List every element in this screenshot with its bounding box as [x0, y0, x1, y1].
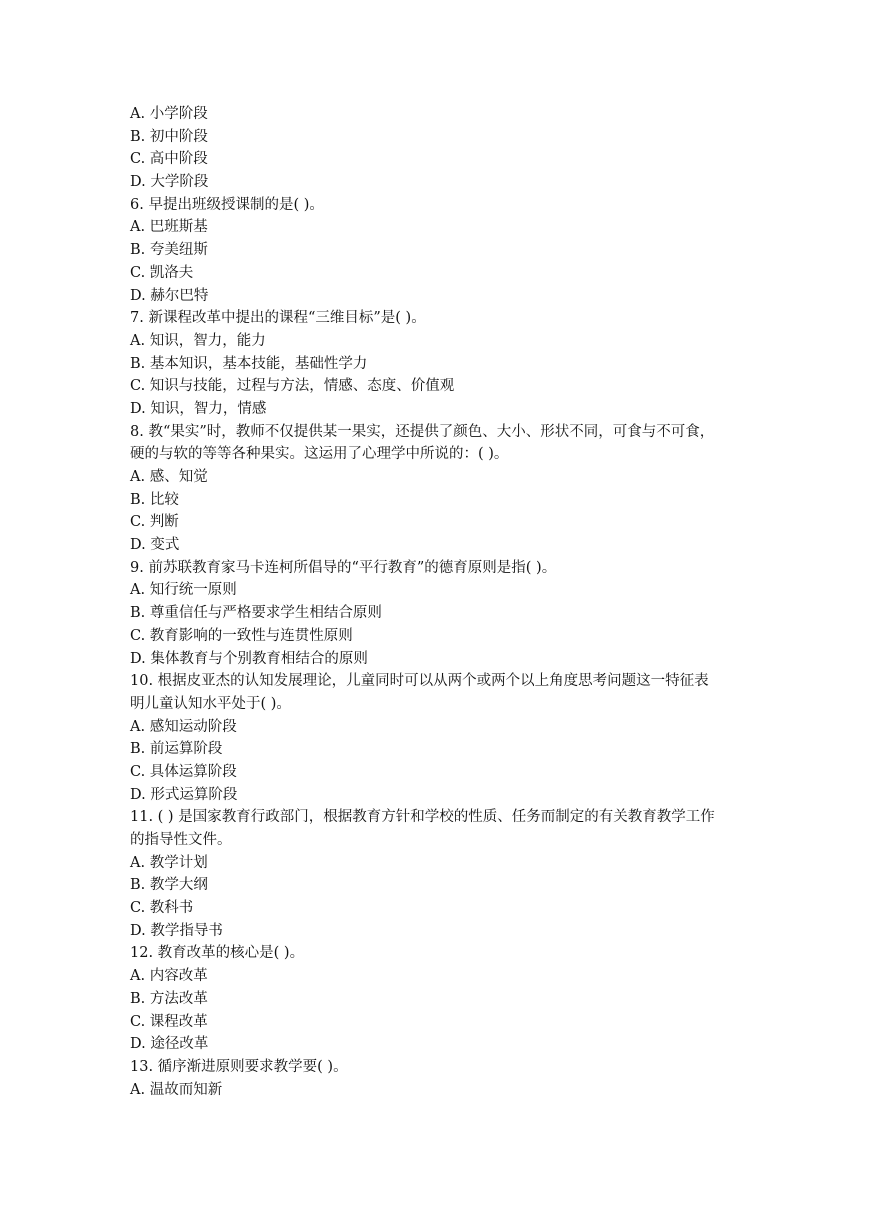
- text-line: 9. 前苏联教育家马卡连柯所倡导的“平行教育”的德育原则是指( )。: [130, 559, 557, 576]
- text-line: A. 知识，智力，能力: [130, 332, 266, 349]
- text-line: B. 夸美纽斯: [130, 242, 208, 259]
- text-line: C. 具体运算阶段: [130, 763, 237, 780]
- text-line: D. 变式: [130, 537, 180, 554]
- text-line: B. 基本知识，基本技能，基础性学力: [130, 355, 368, 372]
- text-line: C. 凯洛夫: [130, 264, 194, 281]
- text-line: B. 教学大纲: [130, 877, 208, 894]
- text-line: A. 温故而知新: [130, 1081, 223, 1098]
- text-line: D. 形式运算阶段: [130, 786, 238, 803]
- document-page: [130, 103, 750, 1101]
- text-line: D. 教学指导书: [130, 922, 223, 939]
- text-line: D. 途径改革: [130, 1036, 209, 1053]
- text-line: A. 感、知觉: [130, 469, 208, 485]
- text-line: 的指导性文件。: [130, 832, 232, 848]
- text-line: 10. 根据皮亚杰的认知发展理论，儿童同时可以从两个或两个以上角度思考问题这一特征表: [130, 673, 709, 690]
- text-line: C. 知识与技能，过程与方法，情感、态度、价值观: [130, 378, 455, 395]
- text-line: C. 判断: [130, 514, 179, 531]
- text-line: B. 比较: [130, 491, 179, 508]
- text-line: 8. 教“果实”时，教师不仅提供某一果实，还提供了颜色、大小、形状不同，可食与不可食，: [130, 423, 715, 440]
- text-line: B. 方法改革: [130, 990, 208, 1007]
- text-line: D. 知识，智力，情感: [130, 400, 267, 417]
- text-line: C. 教科书: [130, 900, 194, 917]
- text-line: 11. ( ) 是国家教育行政部门，根据教育方针和学校的性质、任务而制定的有关教育教学工作: [130, 809, 715, 826]
- text-line: A. 小学阶段: [130, 106, 208, 122]
- text-line: C. 高中阶段: [130, 151, 208, 168]
- text-line: B. 初中阶段: [130, 128, 208, 145]
- text-line: D. 赫尔巴特: [130, 287, 209, 304]
- text-line: B. 尊重信任与严格要求学生相结合原则: [130, 605, 382, 622]
- text-line: D. 集体教育与个别教育相结合的原则: [130, 650, 368, 667]
- text-line: 7. 新课程改革中提出的课程“三维目标”是( )。: [130, 310, 426, 327]
- text-line: A. 知行统一原则: [130, 582, 237, 599]
- text-line: D. 大学阶段: [130, 174, 209, 191]
- text-line: 13. 循序渐进原则要求教学要( )。: [130, 1058, 348, 1075]
- text-line: B. 前运算阶段: [130, 741, 223, 758]
- text-line: 明儿童认知水平处于( )。: [130, 695, 291, 712]
- text-line: A. 感知运动阶段: [130, 718, 237, 735]
- text-line: C. 教育影响的一致性与连贯性原则: [130, 627, 353, 644]
- text-line: 6. 早提出班级授课制的是( )。: [130, 196, 324, 213]
- text-line: C. 课程改革: [130, 1013, 208, 1030]
- text-line: A. 内容改革: [130, 968, 208, 985]
- text-line: 12. 教育改革的核心是( )。: [130, 945, 305, 962]
- text-line: A. 巴班斯基: [130, 219, 208, 236]
- text-line: A. 教学计划: [130, 854, 208, 871]
- text-line: 硬的与软的等等各种果实。这运用了心理学中所说的：( )。: [130, 446, 509, 463]
